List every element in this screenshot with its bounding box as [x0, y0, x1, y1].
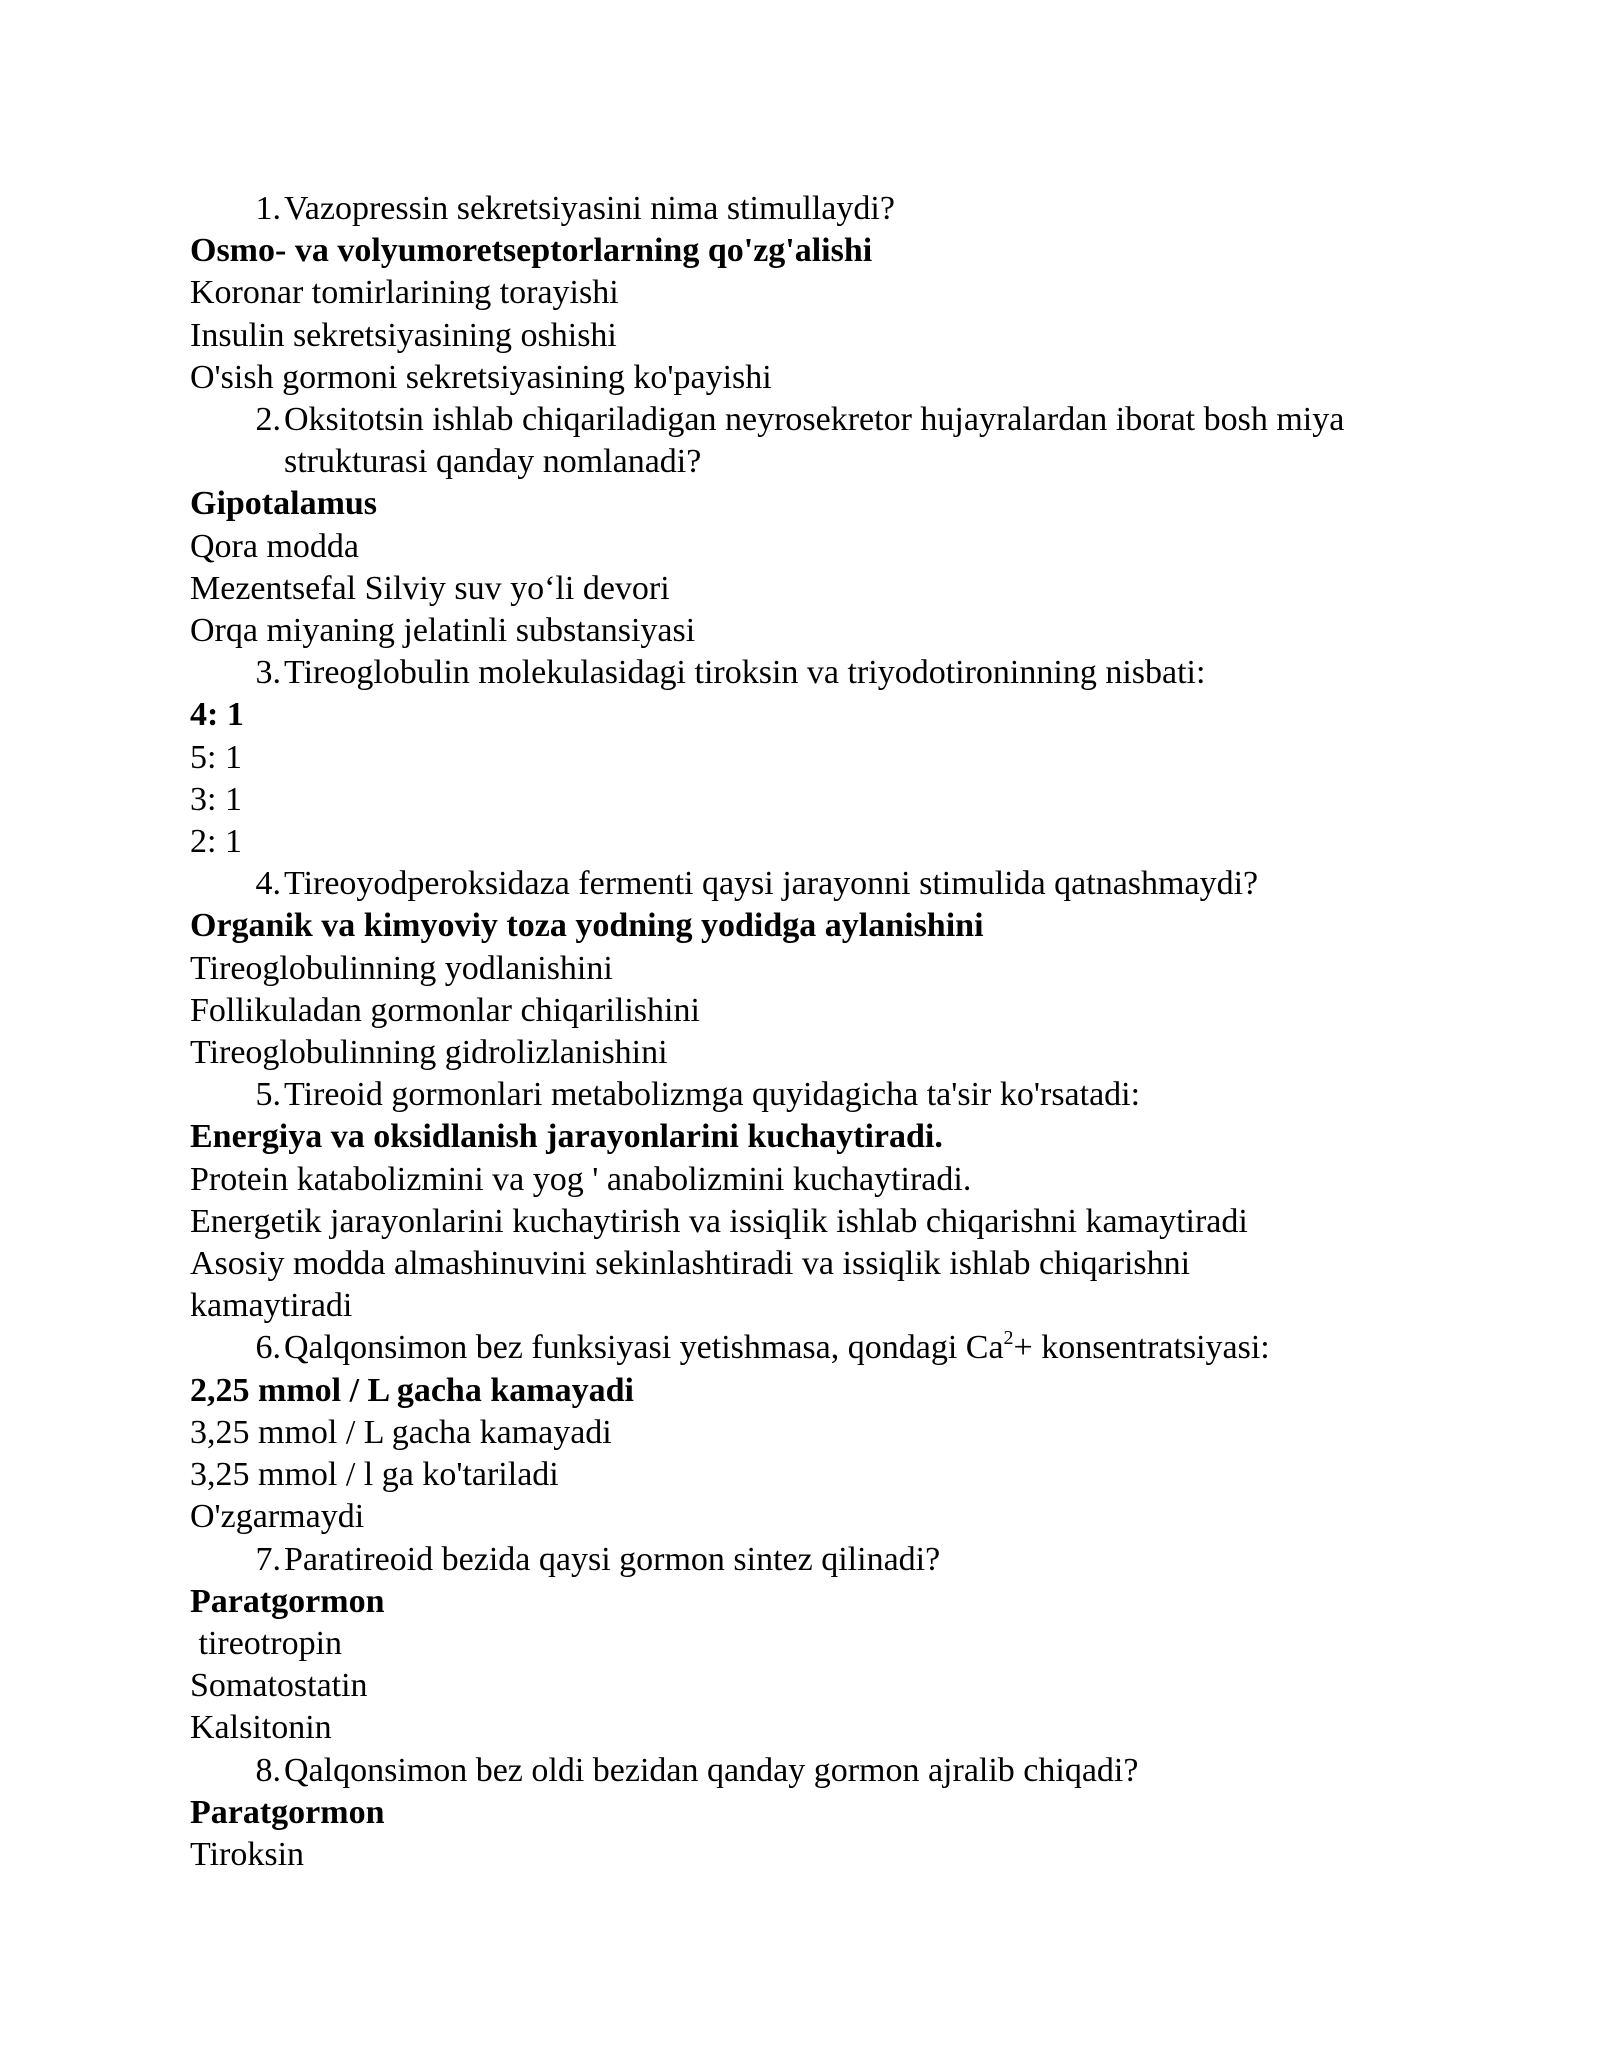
question-text-main: Qalqonsimon bez funksiyasi yetishmasa, qondagi Ca	[284, 1329, 1004, 1367]
answer-option: Energetik jarayonlarini kuchaytirish va issiqlik ishlab chiqarishni kamaytiradi	[190, 1202, 1248, 1240]
question-7	[190, 1539, 1420, 1581]
answer-option: Tireoglobulinning yodlanishini	[190, 949, 613, 987]
answer-option: 3: 1	[190, 780, 242, 818]
question-number: 8.	[255, 1751, 281, 1789]
question-3	[190, 652, 1420, 694]
document-body	[190, 188, 1420, 1876]
question-text: Tireoglobulin molekulasidagi tiroksin va triyodotironinning nisbati:	[284, 654, 1206, 692]
answer-option: O'sish gormoni sekretsiyasining ko'payishi	[190, 358, 772, 396]
answer-option: Tiroksin	[190, 1835, 305, 1873]
question-number: 5.	[255, 1076, 281, 1114]
question-number: 1.	[255, 190, 281, 227]
answer-option: Insulin sekretsiyasining oshishi	[190, 316, 617, 354]
question-number: 6.	[255, 1329, 281, 1367]
correct-answer: 2,25 mmol / L gacha kamayadi	[190, 1371, 634, 1409]
correct-answer: Paratgormon	[190, 1793, 385, 1831]
correct-answer: 4: 1	[190, 696, 244, 734]
answer-option: 5: 1	[190, 738, 242, 776]
answer-option: Follikuladan gormonlar chiqarilishini	[190, 991, 700, 1029]
correct-answer: Osmo- va volyumoretseptorlarning qo'zg'alishi	[190, 232, 873, 270]
answer-option: Qora modda	[190, 527, 360, 565]
answer-option: Orqa miyaning jelatinli substansiyasi	[190, 612, 696, 650]
question-text: Qalqonsimon bez oldi bezidan qanday gormon ajralib chiqadi?	[284, 1751, 1139, 1789]
question-number: 4.	[255, 865, 281, 903]
answer-option: 2: 1	[190, 823, 242, 861]
answer-option: Asosiy modda almashinuvini sekinlashtiradi va issiqlik ishlab chiqarishni kamaytiradi	[190, 1245, 1199, 1325]
correct-answer: Gipotalamus	[190, 485, 378, 523]
answer-option: tireotropin	[190, 1624, 343, 1662]
question-text: Tireoyodperoksidaza fermenti qaysi jarayonni stimulida qatnashmaydi?	[284, 865, 1259, 903]
answer-option: Tireoglobulinning gidrolizlanishini	[190, 1034, 668, 1072]
question-text: Paratireoid bezida qaysi gormon sintez qilinadi?	[284, 1540, 941, 1578]
answer-option: Mezentsefal Silviy suv yo‘li devori	[190, 569, 670, 607]
correct-answer: Organik va kimyoviy toza yodning yodidga aylanishini	[190, 907, 984, 945]
question-text: Oksitotsin ishlab chiqariladigan neyrosekretor hujayralardan iborat bosh miya strukturasi qanday nomlanadi?	[284, 401, 1345, 481]
question-1	[190, 188, 1420, 230]
correct-answer: Paratgormon	[190, 1582, 385, 1620]
answer-option: Kalsitonin	[190, 1709, 332, 1747]
answer-option: Somatostatin	[190, 1667, 368, 1705]
question-text: Tireoid gormonlari metabolizmga quyidagicha ta'sir ko'rsatadi:	[284, 1076, 1141, 1114]
question-5	[190, 1074, 1420, 1116]
question-number: 2.	[255, 401, 281, 439]
question-text-tail: + konsentratsiyasi:	[1013, 1329, 1270, 1367]
answer-option: Protein katabolizmini va yog ' anabolizmini kuchaytiradi.	[190, 1160, 972, 1198]
correct-answer: Energiya va oksidlanish jarayonlarini kuchaytiradi.	[190, 1118, 943, 1156]
answer-option: 3,25 mmol / L gacha kamayadi	[190, 1413, 612, 1451]
question-6	[190, 1327, 1420, 1369]
question-4	[190, 863, 1420, 905]
question-number: 3.	[255, 654, 281, 692]
superscript: 2	[1003, 1327, 1014, 1350]
answer-option: O'zgarmaydi	[190, 1498, 365, 1536]
answer-option: Koronar tomirlarining torayishi	[190, 274, 619, 312]
answer-option: 3,25 mmol / l ga ko'tariladi	[190, 1456, 559, 1494]
question-number: 7.	[255, 1540, 281, 1578]
question-2	[190, 399, 1420, 483]
question-8	[190, 1750, 1420, 1792]
question-text: Vazopressin sekretsiyasini nima stimullaydi?	[284, 190, 895, 227]
question-text	[284, 1327, 1420, 1369]
